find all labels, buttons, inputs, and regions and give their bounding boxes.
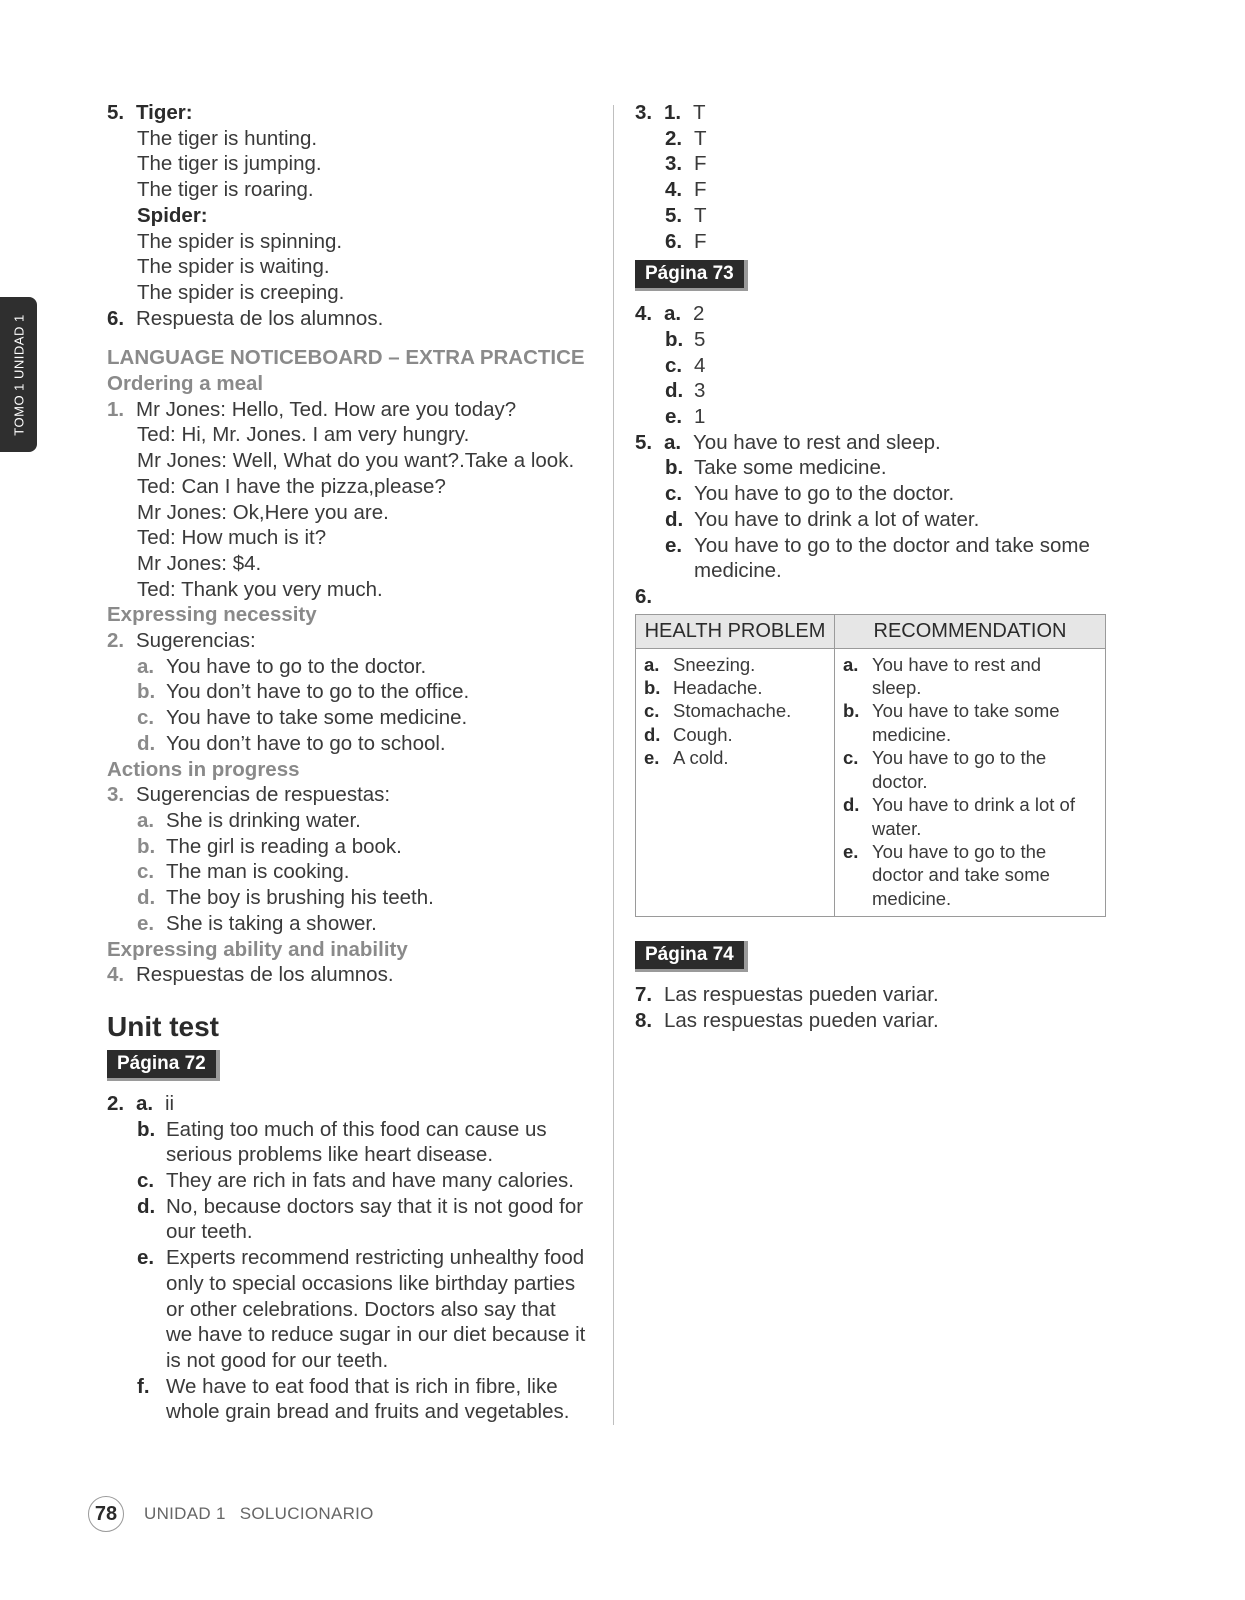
pagina-74-badge: Página 74 bbox=[635, 941, 748, 972]
tiger-title: Tiger: bbox=[136, 101, 193, 124]
item-text: She is taking a shower. bbox=[166, 911, 377, 935]
item-number: 6. bbox=[665, 229, 683, 253]
item-text: Take some medicine. bbox=[694, 456, 887, 480]
footer-unit: UNIDAD 1 bbox=[144, 1504, 226, 1523]
item-letter: e. bbox=[137, 1246, 155, 1270]
tiger-line: The tiger is jumping. bbox=[137, 152, 322, 176]
item-text: You have to take some medicine. bbox=[166, 706, 468, 730]
q5-header bbox=[107, 100, 592, 126]
q4-list bbox=[635, 327, 1125, 430]
item-letter: c. bbox=[137, 706, 155, 730]
item-letter: b. bbox=[137, 834, 156, 858]
item-letter: a. bbox=[137, 808, 155, 832]
right-column bbox=[635, 100, 1125, 1034]
q2-number: 2. bbox=[107, 1091, 125, 1115]
dialogue-line: Mr Jones: Ok,Here you are. bbox=[137, 500, 389, 524]
column-header: RECOMMENDATION bbox=[835, 614, 1106, 648]
list-item bbox=[843, 699, 1097, 746]
pagina-73-badge: Página 73 bbox=[635, 260, 748, 291]
list-item bbox=[137, 1194, 592, 1245]
q6-number: 6. bbox=[107, 306, 125, 330]
table-header-row bbox=[636, 614, 1106, 648]
list-item bbox=[137, 808, 592, 834]
item-letter: e. bbox=[843, 840, 859, 862]
item-text: 2 bbox=[693, 302, 705, 326]
necessity-intro-line bbox=[107, 628, 592, 654]
footer-text bbox=[144, 1504, 388, 1524]
q5-first-line bbox=[635, 430, 1125, 456]
list-item bbox=[665, 353, 1125, 379]
item-text: They are rich in fats and have many calories. bbox=[166, 1169, 574, 1193]
item-letter: d. bbox=[137, 1194, 156, 1218]
q7-text: Las respuestas pueden variar. bbox=[664, 983, 939, 1007]
page-footer bbox=[88, 1496, 388, 1532]
item-number: 2. bbox=[665, 126, 683, 150]
list-item bbox=[137, 834, 592, 860]
item-text: F bbox=[694, 178, 707, 202]
list-item bbox=[665, 507, 1125, 533]
spider-line: The spider is spinning. bbox=[137, 229, 343, 253]
dialogue-line: Mr Jones: $4. bbox=[137, 551, 262, 575]
item-text: You have to go to the doctor. bbox=[694, 482, 955, 506]
item-letter: c. bbox=[644, 700, 660, 722]
q5-number: 5. bbox=[635, 430, 653, 454]
item-text: The man is cooking. bbox=[166, 860, 350, 884]
column-divider bbox=[613, 105, 614, 1425]
item-letter: b. bbox=[137, 1117, 156, 1141]
actions-title: Actions in progress bbox=[107, 757, 300, 781]
item-letter: b. bbox=[644, 677, 661, 699]
item-text: You have to rest and sleep. bbox=[693, 430, 941, 454]
q5-list bbox=[635, 455, 1125, 584]
left-column bbox=[107, 100, 592, 1425]
item-text: Sneezing. bbox=[673, 653, 756, 675]
list-item bbox=[665, 378, 1125, 404]
pagina-72-badge: Página 72 bbox=[107, 1050, 220, 1081]
list-item bbox=[665, 533, 1125, 584]
list-item bbox=[644, 653, 826, 676]
item-number: 3. bbox=[665, 152, 683, 176]
side-tab bbox=[0, 297, 37, 452]
q3-list bbox=[635, 126, 1125, 255]
necessity-title: Expressing necessity bbox=[107, 603, 317, 627]
dialogue-line: Ted: Thank you very much. bbox=[137, 577, 383, 601]
actions-list bbox=[107, 808, 592, 937]
spider-line: The spider is creeping. bbox=[137, 280, 345, 304]
list-item bbox=[137, 1374, 592, 1425]
item-letter: e. bbox=[665, 533, 683, 557]
dialogue-line: Mr Jones: Hello, Ted. How are you today? bbox=[136, 397, 517, 421]
tiger-line: The tiger is hunting. bbox=[137, 126, 318, 150]
list-item bbox=[665, 151, 1125, 177]
q7-line bbox=[635, 982, 1125, 1008]
item-letter: d. bbox=[843, 794, 860, 816]
item-text: Stomachache. bbox=[673, 700, 792, 722]
recommendations-cell bbox=[835, 648, 1106, 916]
item-text: Eating too much of this food can cause us serious problems like heart disease. bbox=[166, 1117, 547, 1167]
item-letter: a. bbox=[664, 430, 682, 454]
q8-line bbox=[635, 1008, 1125, 1034]
tiger-lines bbox=[107, 126, 592, 306]
problems-cell bbox=[636, 648, 835, 916]
list-item bbox=[665, 126, 1125, 152]
item-text: 1 bbox=[694, 405, 706, 429]
item-text: F bbox=[694, 152, 707, 176]
ability-number: 4. bbox=[107, 963, 125, 987]
list-item bbox=[137, 705, 592, 731]
list-item bbox=[137, 654, 592, 680]
item-letter: d. bbox=[665, 379, 684, 403]
necessity-number: 2. bbox=[107, 629, 125, 653]
list-item bbox=[665, 229, 1125, 255]
spider-line: The spider is waiting. bbox=[137, 255, 330, 279]
item-text: 5 bbox=[694, 327, 706, 351]
q2-first-line bbox=[107, 1091, 592, 1117]
list-item bbox=[665, 327, 1125, 353]
dialogue-line: Ted: How much is it? bbox=[137, 526, 327, 550]
ability-title: Expressing ability and inability bbox=[107, 937, 408, 961]
q2-list bbox=[107, 1117, 592, 1425]
item-text: Headache. bbox=[673, 677, 763, 699]
item-letter: a. bbox=[664, 302, 682, 326]
list-item bbox=[137, 1168, 592, 1194]
list-item bbox=[137, 885, 592, 911]
dialogue-line: Ted: Can I have the pizza,please? bbox=[137, 474, 446, 498]
list-item bbox=[665, 404, 1125, 430]
noticeboard-title: LANGUAGE NOTICEBOARD – EXTRA PRACTICE bbox=[107, 346, 585, 370]
item-number: 1. bbox=[664, 101, 682, 124]
list-item bbox=[843, 840, 1097, 910]
item-text: You have to go to the doctor. bbox=[166, 654, 427, 678]
item-letter: a. bbox=[136, 1091, 154, 1115]
item-letter: b. bbox=[665, 327, 684, 351]
necessity-intro: Sugerencias: bbox=[136, 629, 256, 653]
footer-section: SOLUCIONARIO bbox=[239, 1504, 374, 1523]
item-text: You don’t have to go to the office. bbox=[166, 680, 470, 704]
q6-number: 6. bbox=[635, 584, 653, 608]
dialogue bbox=[107, 422, 592, 602]
list-item bbox=[843, 793, 1097, 840]
item-text: The boy is brushing his teeth. bbox=[166, 886, 434, 910]
item-letter: b. bbox=[843, 700, 860, 722]
q3-first-line bbox=[635, 100, 1125, 126]
ability-text: Respuestas de los alumnos. bbox=[136, 963, 394, 987]
ability-line bbox=[107, 962, 592, 988]
necessity-list bbox=[107, 654, 592, 757]
item-text: You have to take some medicine. bbox=[872, 700, 1060, 745]
item-letter: a. bbox=[644, 653, 660, 675]
item-text: You have to go to the doctor and take some medicine. bbox=[694, 533, 1090, 583]
item-text: T bbox=[694, 203, 707, 227]
spider-title: Spider: bbox=[137, 203, 208, 227]
item-letter: d. bbox=[137, 886, 156, 910]
list-item bbox=[644, 676, 826, 699]
item-text: She is drinking water. bbox=[166, 808, 361, 832]
item-text: 3 bbox=[694, 379, 706, 403]
item-letter: e. bbox=[665, 405, 683, 429]
item-number: 5. bbox=[665, 203, 683, 227]
list-item bbox=[644, 699, 826, 722]
item-text: You have to drink a lot of water. bbox=[694, 507, 980, 531]
item-letter: b. bbox=[137, 680, 156, 704]
q5-number: 5. bbox=[107, 101, 125, 124]
list-item bbox=[665, 481, 1125, 507]
item-letter: b. bbox=[665, 456, 684, 480]
actions-intro-line bbox=[107, 782, 592, 808]
dialogue-line: Mr Jones: Well, What do you want?.Take a look. bbox=[137, 449, 575, 473]
list-item bbox=[843, 653, 1097, 700]
item-letter: a. bbox=[843, 653, 859, 675]
item-letter: d. bbox=[137, 731, 156, 755]
ordering-first-line bbox=[107, 397, 592, 423]
item-text: We have to eat food that is rich in fibre, like whole grain bread and fruits and vegetables. bbox=[166, 1374, 570, 1424]
item-letter: d. bbox=[644, 723, 661, 745]
dialogue-line: Ted: Hi, Mr. Jones. I am very hungry. bbox=[137, 423, 470, 447]
list-item bbox=[665, 455, 1125, 481]
item-letter: c. bbox=[665, 482, 683, 506]
item-letter: c. bbox=[665, 353, 683, 377]
q6-line bbox=[107, 306, 592, 332]
side-tab-label: TOMO 1 UNIDAD 1 bbox=[11, 313, 26, 436]
item-text: 4 bbox=[694, 353, 706, 377]
column-header: HEALTH PROBLEM bbox=[636, 614, 835, 648]
list-item bbox=[137, 731, 592, 757]
list-item bbox=[137, 679, 592, 705]
item-letter: e. bbox=[644, 747, 660, 769]
item-text: Experts recommend restricting unhealthy food only to special occasions like birthday parties or other celebrations. Doctors also say that we have to reduce sugar in our diet because it is not good for our teeth. bbox=[166, 1246, 586, 1372]
item-text: F bbox=[694, 229, 707, 253]
q4-number: 4. bbox=[635, 302, 653, 326]
item-text: ii bbox=[165, 1091, 175, 1115]
item-letter: d. bbox=[665, 507, 684, 531]
item-text: Cough. bbox=[673, 723, 733, 745]
actions-number: 3. bbox=[107, 783, 125, 807]
actions-intro: Sugerencias de respuestas: bbox=[136, 783, 391, 807]
q6-line bbox=[635, 584, 1125, 610]
q6-text: Respuesta de los alumnos. bbox=[136, 306, 384, 330]
item-text: No, because doctors say that it is not good for our teeth. bbox=[166, 1194, 584, 1244]
item-text: The girl is reading a book. bbox=[166, 834, 402, 858]
list-item bbox=[137, 859, 592, 885]
item-letter: c. bbox=[137, 860, 155, 884]
item-letter: e. bbox=[137, 911, 155, 935]
list-item bbox=[665, 203, 1125, 229]
item-text: A cold. bbox=[673, 747, 729, 769]
list-item bbox=[644, 746, 826, 769]
q7-number: 7. bbox=[635, 983, 653, 1007]
item-number: 4. bbox=[665, 178, 683, 202]
table-row bbox=[636, 648, 1106, 916]
q8-text: Las respuestas pueden variar. bbox=[664, 1008, 939, 1032]
item-text: You have to drink a lot of water. bbox=[872, 794, 1075, 839]
health-table bbox=[635, 614, 1106, 917]
list-item bbox=[137, 1245, 592, 1374]
list-item bbox=[843, 746, 1097, 793]
item-text: You have to go to the doctor. bbox=[872, 747, 1047, 792]
item-letter: c. bbox=[137, 1169, 155, 1193]
item-letter: c. bbox=[843, 747, 859, 769]
item-letter: a. bbox=[137, 654, 155, 678]
q4-first-line bbox=[635, 301, 1125, 327]
list-item bbox=[665, 177, 1125, 203]
q3-number: 3. bbox=[635, 101, 653, 124]
tiger-line: The tiger is roaring. bbox=[137, 178, 314, 202]
item-text: You have to rest and sleep. bbox=[872, 653, 1042, 699]
list-item bbox=[137, 911, 592, 937]
item-letter: f. bbox=[137, 1374, 150, 1398]
item-text: You don’t have to go to school. bbox=[166, 731, 446, 755]
item-text: T bbox=[694, 126, 707, 150]
item-text: You have to go to the doctor and take some medicine. bbox=[872, 840, 1050, 909]
q8-number: 8. bbox=[635, 1008, 653, 1032]
ordering-title: Ordering a meal bbox=[107, 372, 264, 396]
item-text: T bbox=[693, 101, 706, 124]
ordering-number: 1. bbox=[107, 397, 125, 421]
list-item bbox=[137, 1117, 592, 1168]
unit-test-heading: Unit test bbox=[107, 1010, 219, 1042]
list-item bbox=[644, 723, 826, 746]
page-number: 78 bbox=[88, 1496, 124, 1532]
